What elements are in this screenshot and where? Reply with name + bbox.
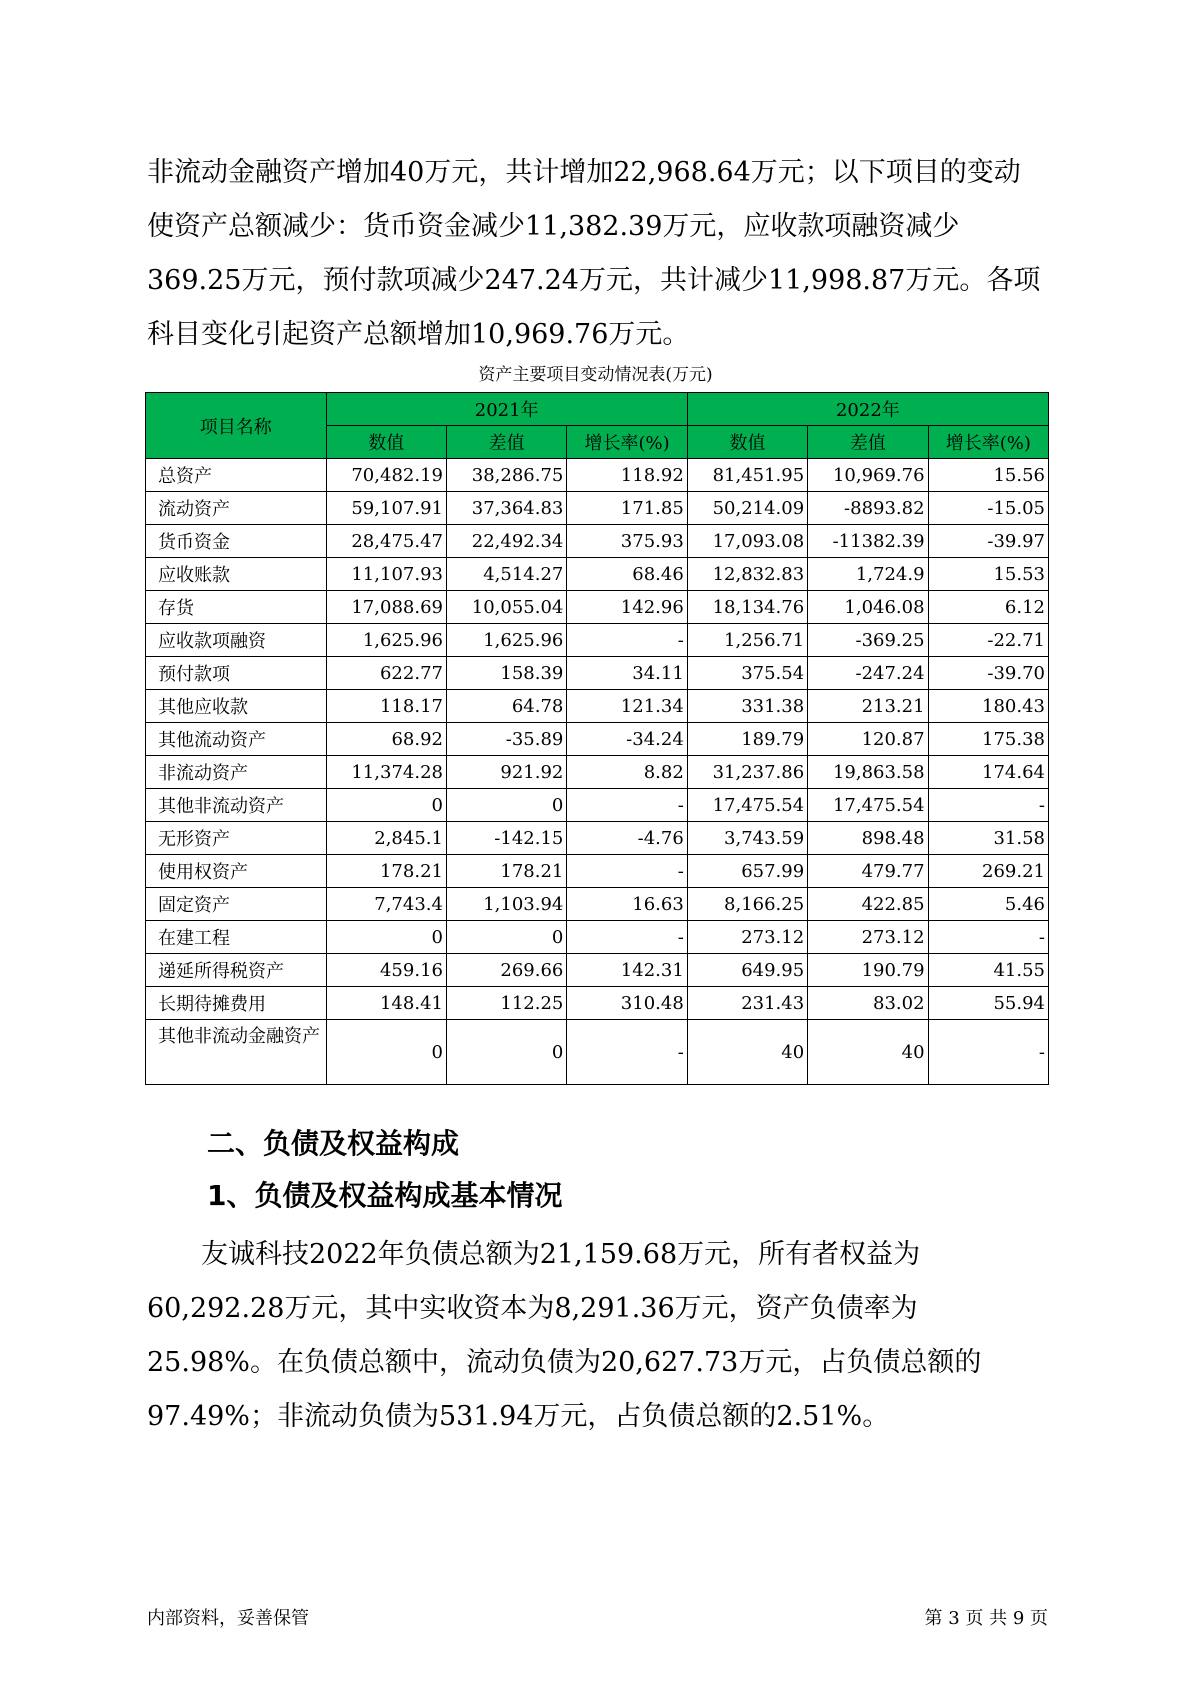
table-cell: 118.92: [567, 459, 687, 492]
table-cell: 28,475.47: [326, 525, 446, 558]
table-cell: 331.38: [687, 690, 807, 723]
table-cell: 40: [808, 1020, 928, 1085]
table-cell: 8,166.25: [687, 888, 807, 921]
table-row: [146, 657, 1049, 690]
table-row: [146, 492, 1049, 525]
table-cell: 310.48: [567, 987, 687, 1020]
table-cell: -39.70: [928, 657, 1048, 690]
table-cell: 189.79: [687, 723, 807, 756]
table-cell: 898.48: [808, 822, 928, 855]
table-cell: -369.25: [808, 624, 928, 657]
table-cell: 50,214.09: [687, 492, 807, 525]
table-cell: -22.71: [928, 624, 1048, 657]
table-cell: 64.78: [446, 690, 566, 723]
table-cell: 142.96: [567, 591, 687, 624]
header-diff-2022: 差值: [808, 426, 928, 459]
table-cell: 17,475.54: [687, 789, 807, 822]
table-cell: -: [928, 921, 1048, 954]
table-cell: -: [928, 1020, 1048, 1085]
table-cell: 59,107.91: [326, 492, 446, 525]
table-cell: -247.24: [808, 657, 928, 690]
table-cell: -8893.82: [808, 492, 928, 525]
table-cell: 1,625.96: [326, 624, 446, 657]
table-row: [146, 558, 1049, 591]
table-cell: 17,093.08: [687, 525, 807, 558]
table-cell: 2,845.1: [326, 822, 446, 855]
table-cell: 7,743.4: [326, 888, 446, 921]
table-cell: -11382.39: [808, 525, 928, 558]
table-cell: 273.12: [808, 921, 928, 954]
table-cell: 112.25: [446, 987, 566, 1020]
table-cell: 40: [687, 1020, 807, 1085]
table-cell: 142.31: [567, 954, 687, 987]
footer-page-number: 第 3 页 共 9 页: [924, 1608, 1048, 1629]
table-row: [146, 624, 1049, 657]
table-cell: 422.85: [808, 888, 928, 921]
table-cell: -4.76: [567, 822, 687, 855]
table-cell: 6.12: [928, 591, 1048, 624]
table-row: [146, 756, 1049, 789]
table-cell: 4,514.27: [446, 558, 566, 591]
table-cell: 11,374.28: [326, 756, 446, 789]
table-cell: 0: [326, 921, 446, 954]
header-growth-2022: 增长率(%): [928, 426, 1048, 459]
table-cell: 18,134.76: [687, 591, 807, 624]
header-value-2022: 数值: [687, 426, 807, 459]
row-item-name: 应收账款: [146, 558, 327, 591]
table-cell: 34.11: [567, 657, 687, 690]
table-cell: 269.21: [928, 855, 1048, 888]
table-cell: -35.89: [446, 723, 566, 756]
table-cell: 174.64: [928, 756, 1048, 789]
table-cell: 17,475.54: [808, 789, 928, 822]
table-row: [146, 789, 1049, 822]
table-cell: 0: [446, 1020, 566, 1085]
row-item-name: 其他非流动金融资产: [146, 1020, 327, 1085]
table-cell: 10,969.76: [808, 459, 928, 492]
table-cell: 12,832.83: [687, 558, 807, 591]
table-cell: -: [928, 789, 1048, 822]
table-cell: 55.94: [928, 987, 1048, 1020]
table-cell: -: [567, 921, 687, 954]
header-diff-2021: 差值: [446, 426, 566, 459]
table-cell: 15.53: [928, 558, 1048, 591]
table-cell: 273.12: [687, 921, 807, 954]
table-cell: 479.77: [808, 855, 928, 888]
table-cell: 622.77: [326, 657, 446, 690]
table-cell: 31,237.86: [687, 756, 807, 789]
table-cell: 375.54: [687, 657, 807, 690]
table-cell: 1,103.94: [446, 888, 566, 921]
table-cell: 649.95: [687, 954, 807, 987]
table-row: [146, 822, 1049, 855]
table-cell: 657.99: [687, 855, 807, 888]
table-row: [146, 954, 1049, 987]
table-cell: 269.66: [446, 954, 566, 987]
table-cell: 1,625.96: [446, 624, 566, 657]
table-cell: -34.24: [567, 723, 687, 756]
footer-confidential-note: 内部资料，妥善保管: [147, 1608, 309, 1629]
table-cell: 459.16: [326, 954, 446, 987]
table-cell: 81,451.95: [687, 459, 807, 492]
table-cell: 37,364.83: [446, 492, 566, 525]
header-item-name: 项目名称: [146, 393, 327, 459]
row-item-name: 流动资产: [146, 492, 327, 525]
table-cell: 83.02: [808, 987, 928, 1020]
table-cell: 1,724.9: [808, 558, 928, 591]
table-body: [146, 459, 1049, 1085]
table-row: [146, 459, 1049, 492]
table-cell: 11,107.93: [326, 558, 446, 591]
table-cell: 0: [326, 789, 446, 822]
table-row: [146, 591, 1049, 624]
liability-paragraph: 友诚科技2022年负债总额为21,159.68万元，所有者权益为60,292.28万元，其中实收资本为8,291.36万元，资产负债率为25.98%。在负债总额中，流动负债为20,627.73万元，占负债总额的97.49%；非流动负债为531.94万元，占负债总额的2.51%。: [147, 1239, 982, 1432]
row-item-name: 其他非流动资产: [146, 789, 327, 822]
table-cell: -39.97: [928, 525, 1048, 558]
table-cell: 70,482.19: [326, 459, 446, 492]
table-cell: -: [567, 624, 687, 657]
table-cell: -: [567, 855, 687, 888]
asset-change-table: [145, 392, 1049, 1085]
table-cell: -: [567, 1020, 687, 1085]
row-item-name: 无形资产: [146, 822, 327, 855]
table-cell: -142.15: [446, 822, 566, 855]
row-item-name: 长期待摊费用: [146, 987, 327, 1020]
section-heading: 二、负债及权益构成: [207, 1127, 460, 1160]
table-cell: 10,055.04: [446, 591, 566, 624]
row-item-name: 其他流动资产: [146, 723, 327, 756]
table-cell: 120.87: [808, 723, 928, 756]
row-item-name: 应收款项融资: [146, 624, 327, 657]
table-cell: 0: [446, 789, 566, 822]
table-cell: 16.63: [567, 888, 687, 921]
subsection-heading: 1、负债及权益构成基本情况: [207, 1179, 563, 1212]
table-row: [146, 888, 1049, 921]
table-cell: 178.21: [446, 855, 566, 888]
table-cell: 171.85: [567, 492, 687, 525]
table-caption: 资产主要项目变动情况表(万元): [478, 365, 713, 385]
row-item-name: 使用权资产: [146, 855, 327, 888]
table-cell: 175.38: [928, 723, 1048, 756]
table-cell: 15.56: [928, 459, 1048, 492]
table-cell: 22,492.34: [446, 525, 566, 558]
header-value-2021: 数值: [326, 426, 446, 459]
table-row: [146, 987, 1049, 1020]
row-item-name: 非流动资产: [146, 756, 327, 789]
row-item-name: 货币资金: [146, 525, 327, 558]
header-year-2021: 2021年: [326, 393, 687, 426]
table-row: [146, 921, 1049, 954]
table-row: [146, 690, 1049, 723]
table-cell: -: [567, 789, 687, 822]
intro-paragraph: 非流动金融资产增加40万元，共计增加22,968.64万元；以下项目的变动使资产总额减少：货币资金减少11,382.39万元，应收款项融资减少369.25万元，预付款项减少247.24万元，共计减少11,998.87万元。各项科目变化引起资产总额增加10,969.76万元。: [147, 157, 1041, 350]
table-cell: 38,286.75: [446, 459, 566, 492]
row-item-name: 递延所得税资产: [146, 954, 327, 987]
table-cell: 3,743.59: [687, 822, 807, 855]
table-cell: 5.46: [928, 888, 1048, 921]
table-cell: 213.21: [808, 690, 928, 723]
table-row: [146, 723, 1049, 756]
table-cell: 68.92: [326, 723, 446, 756]
table-cell: 1,256.71: [687, 624, 807, 657]
row-item-name: 预付款项: [146, 657, 327, 690]
row-item-name: 固定资产: [146, 888, 327, 921]
table-cell: 375.93: [567, 525, 687, 558]
header-year-2022: 2022年: [687, 393, 1048, 426]
row-item-name: 存货: [146, 591, 327, 624]
table-cell: 148.41: [326, 987, 446, 1020]
table-cell: 118.17: [326, 690, 446, 723]
table-cell: 121.34: [567, 690, 687, 723]
table-cell: 19,863.58: [808, 756, 928, 789]
table-header-row-years: [146, 393, 1049, 426]
table-cell: 0: [446, 921, 566, 954]
table-cell: 68.46: [567, 558, 687, 591]
table-cell: 158.39: [446, 657, 566, 690]
row-item-name: 总资产: [146, 459, 327, 492]
header-growth-2021: 增长率(%): [567, 426, 687, 459]
table-cell: 178.21: [326, 855, 446, 888]
table-cell: 1,046.08: [808, 591, 928, 624]
table-cell: -15.05: [928, 492, 1048, 525]
table-cell: 190.79: [808, 954, 928, 987]
table-cell: 921.92: [446, 756, 566, 789]
table-cell: 17,088.69: [326, 591, 446, 624]
table-cell: 31.58: [928, 822, 1048, 855]
row-item-name: 其他应收款: [146, 690, 327, 723]
table-cell: 41.55: [928, 954, 1048, 987]
table-row: [146, 855, 1049, 888]
table-cell: 0: [326, 1020, 446, 1085]
table-row: [146, 525, 1049, 558]
table-cell: 231.43: [687, 987, 807, 1020]
row-item-name: 在建工程: [146, 921, 327, 954]
table-row: [146, 1020, 1049, 1085]
table-cell: 180.43: [928, 690, 1048, 723]
table-cell: 8.82: [567, 756, 687, 789]
